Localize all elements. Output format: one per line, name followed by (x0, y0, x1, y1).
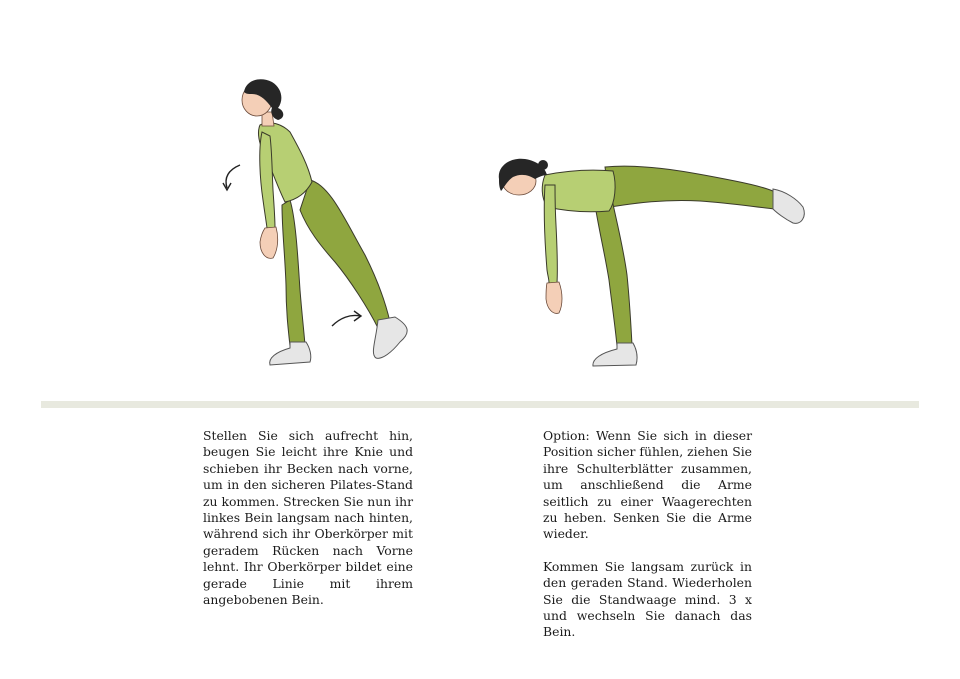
back-foot (373, 317, 407, 358)
standing-balance-illustration (485, 145, 820, 375)
raised-foot (773, 189, 804, 223)
standing-foot (593, 343, 637, 366)
standing-leg (595, 190, 632, 346)
section-divider (41, 401, 919, 408)
instruction-paragraph: Stellen Sie sich aufrecht hin, beugen Sie leicht ihre Knie und schieben ihr Becken nach vorne, um in den sicheren Pilates-Stand zu kommen. Strecken Sie nun ihr linkes Bein langsam nach hinten, während sich ihr Oberkörper mit geradem Rücken nach Vorne lehnt. Ihr Oberkörper bildet eine gerade Linie mit ihrem angebobenen Bein. (203, 428, 413, 608)
step-arrow-icon (332, 315, 360, 326)
back-leg (300, 180, 390, 328)
instruction-column-right (543, 428, 752, 657)
arm (544, 185, 557, 283)
return-paragraph: Kommen Sie langsam zurück in den geraden Stand. Wiederholen Sie die Standwaage mind. 3 x und wechseln Sie danach das Bein. (543, 558, 752, 640)
raised-leg (605, 166, 777, 209)
hand (546, 282, 562, 313)
front-leg (282, 200, 305, 346)
rotation-arrow-icon (226, 165, 240, 188)
standing-lean-illustration (200, 70, 430, 375)
front-foot (270, 342, 311, 365)
instruction-column-left (203, 428, 413, 624)
hand (260, 227, 278, 258)
option-paragraph: Option: Wenn Sie sich in dieser Position sicher fühlen, ziehen Sie ihre Schulterblätter zusammen, um anschließend die Arme seitlich zu einer Waagerechten zu heben. Senken Sie die Arme wieder. (543, 428, 752, 542)
